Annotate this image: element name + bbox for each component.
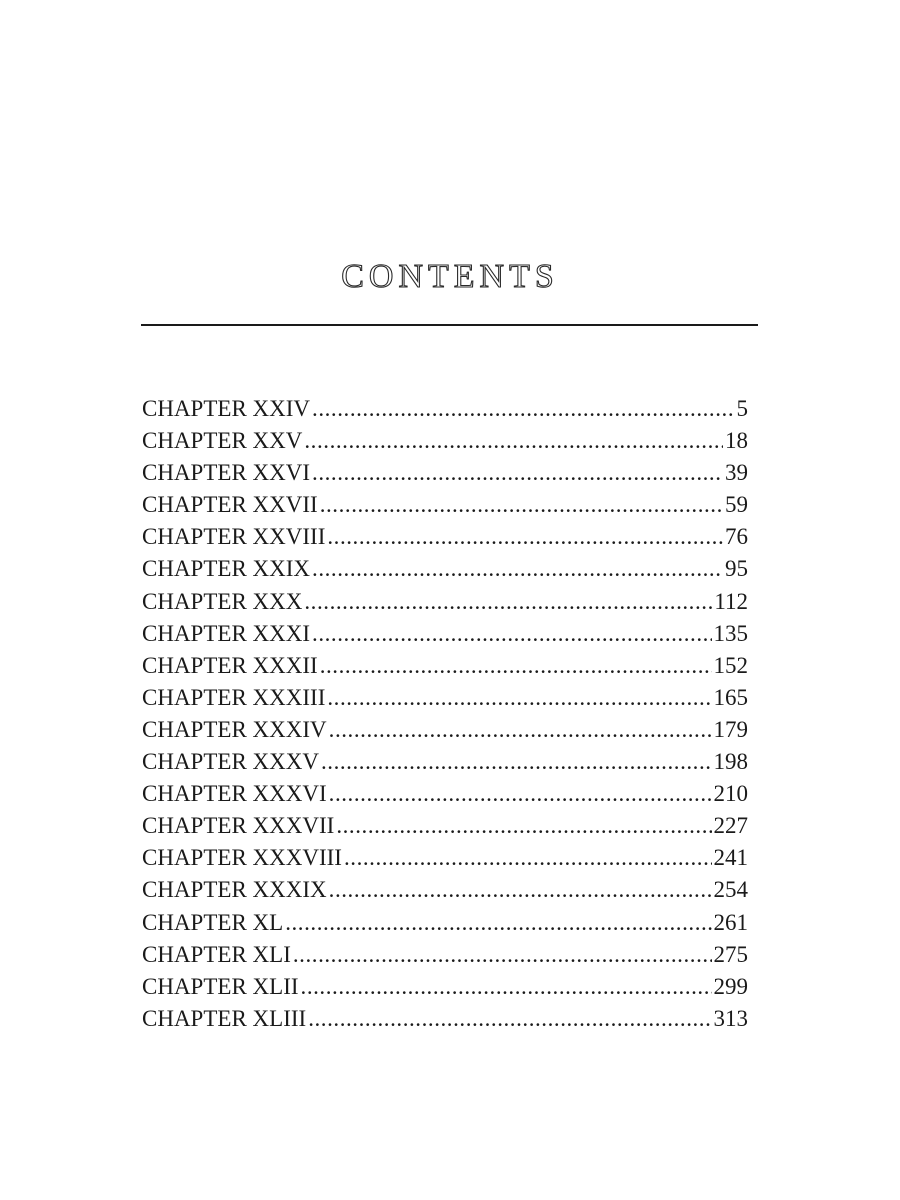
toc-entry-page: 152 [713, 652, 748, 678]
toc-entry-page: 179 [713, 716, 748, 742]
toc-leader-dots [336, 810, 711, 842]
toc-entry-page: 254 [713, 877, 748, 903]
toc-entry-page: 227 [713, 813, 748, 839]
toc-entry[interactable] [142, 1003, 748, 1035]
toc-entry[interactable] [142, 393, 748, 425]
toc-entry[interactable] [142, 939, 748, 971]
toc-leader-dots [312, 393, 734, 425]
toc-entry-label: CHAPTER XL [142, 909, 284, 935]
toc-leader-dots [308, 1003, 711, 1035]
toc-entry-label: CHAPTER XXXV [142, 749, 319, 775]
toc-entry-page: 95 [725, 556, 748, 582]
toc-entry-label: CHAPTER XXXIII [142, 684, 326, 710]
toc-entry[interactable] [142, 650, 748, 682]
toc-leader-dots [329, 714, 712, 746]
toc-entry-label: CHAPTER XXIX [142, 556, 311, 582]
toc-leader-dots [304, 425, 723, 457]
toc-leader-dots [293, 939, 712, 971]
toc-leader-dots [304, 586, 712, 618]
toc-entry-page: 299 [713, 973, 748, 999]
toc-entry[interactable] [142, 682, 748, 714]
toc-entry[interactable] [142, 842, 748, 874]
toc-entry[interactable] [142, 553, 748, 585]
toc-leader-dots [327, 682, 711, 714]
table-of-contents [142, 393, 748, 1035]
toc-entry-label: CHAPTER XXV [142, 428, 303, 454]
toc-entry[interactable] [142, 810, 748, 842]
toc-entry-page: 313 [713, 1005, 748, 1031]
toc-leader-dots [320, 489, 723, 521]
toc-entry[interactable] [142, 778, 748, 810]
toc-entry[interactable] [142, 746, 748, 778]
toc-entry-label: CHAPTER XXXVII [142, 813, 335, 839]
toc-entry-label: CHAPTER XXXIV [142, 716, 327, 742]
toc-entry-label: CHAPTER XXXVIII [142, 845, 342, 871]
toc-entry[interactable] [142, 971, 748, 1003]
toc-leader-dots [329, 778, 712, 810]
toc-leader-dots [285, 907, 711, 939]
toc-leader-dots [344, 842, 712, 874]
toc-entry-label: CHAPTER XXX [142, 588, 303, 614]
toc-entry-page: 18 [725, 428, 748, 454]
toc-entry[interactable] [142, 425, 748, 457]
toc-entry-page: 275 [713, 941, 748, 967]
toc-entry-page: 210 [713, 781, 748, 807]
page-title: CONTENTS [341, 258, 559, 295]
toc-entry-page: 241 [713, 845, 748, 871]
toc-entry[interactable] [142, 907, 748, 939]
toc-entry-label: CHAPTER XLII [142, 973, 299, 999]
toc-leader-dots [312, 618, 711, 650]
toc-entry-label: CHAPTER XXVII [142, 492, 318, 518]
toc-entry-page: 112 [714, 588, 748, 614]
toc-entry-page: 39 [725, 460, 748, 486]
toc-leader-dots [301, 971, 712, 1003]
toc-entry-label: CHAPTER XXXII [142, 652, 318, 678]
toc-entry[interactable] [142, 521, 748, 553]
toc-entry[interactable] [142, 457, 748, 489]
toc-entry-page: 5 [736, 396, 748, 421]
toc-entry-label: CHAPTER XXXIX [142, 877, 327, 903]
toc-entry-page: 59 [725, 492, 748, 518]
toc-entry-page: 165 [713, 684, 748, 710]
toc-entry-page: 135 [713, 620, 748, 646]
toc-entry-label: CHAPTER XXXVI [142, 781, 327, 807]
toc-entry[interactable] [142, 618, 748, 650]
toc-entry-label: CHAPTER XLI [142, 941, 291, 967]
toc-entry[interactable] [142, 874, 748, 906]
toc-entry[interactable] [142, 586, 748, 618]
title-divider [141, 324, 758, 326]
toc-leader-dots [312, 553, 723, 585]
toc-entry-label: CHAPTER XXVIII [142, 524, 326, 550]
toc-entry[interactable] [142, 714, 748, 746]
toc-entry-label: CHAPTER XXVI [142, 460, 311, 486]
toc-leader-dots [320, 650, 712, 682]
toc-leader-dots [327, 521, 723, 553]
toc-leader-dots [329, 874, 712, 906]
toc-entry-page: 198 [713, 749, 748, 775]
toc-entry-label: CHAPTER XLIII [142, 1005, 307, 1031]
toc-entry-page: 76 [725, 524, 748, 550]
toc-entry-page: 261 [713, 909, 748, 935]
toc-entry-label: CHAPTER XXIV [142, 396, 311, 421]
toc-leader-dots [312, 457, 723, 489]
toc-leader-dots [321, 746, 712, 778]
toc-entry-label: CHAPTER XXXI [142, 620, 311, 646]
toc-entry[interactable] [142, 489, 748, 521]
